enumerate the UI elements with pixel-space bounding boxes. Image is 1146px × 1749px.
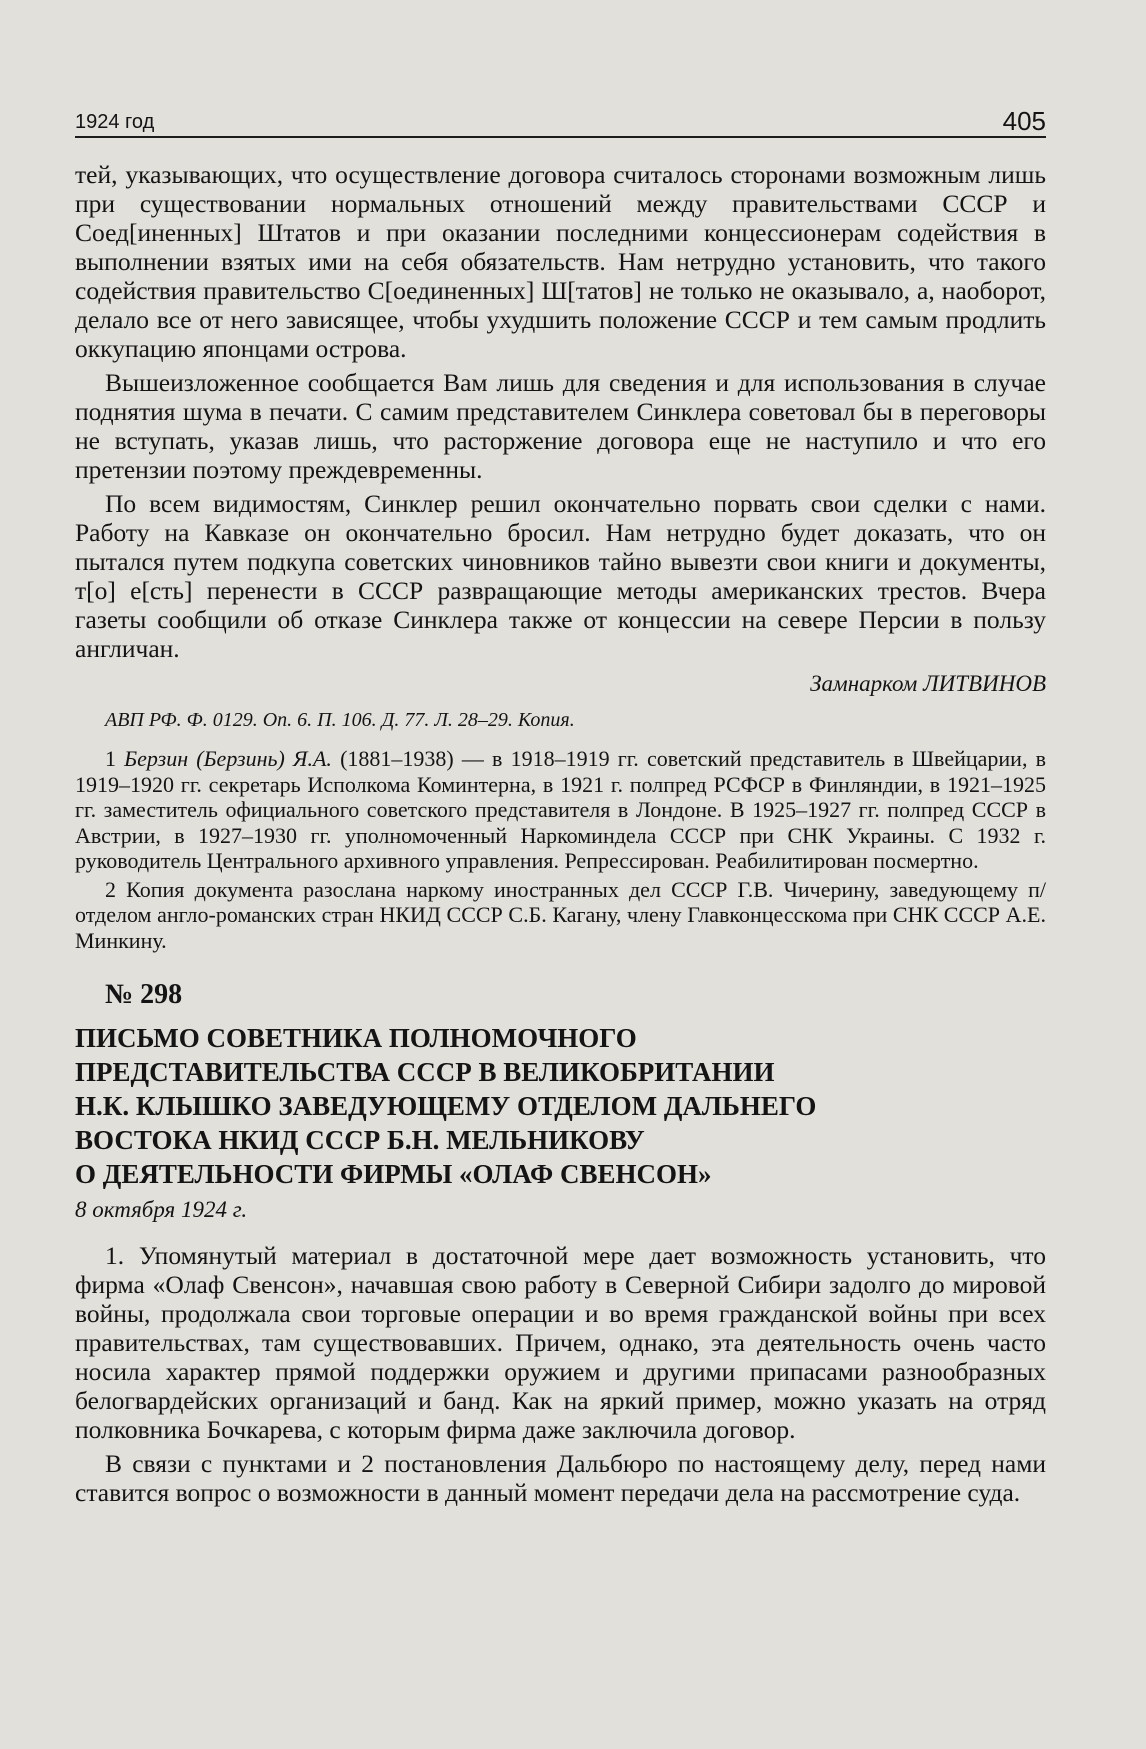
paragraph: В связи с пунктами и 2 постановления Дальбюро по настоящему делу, перед нами ставится вопрос о возможности в данный момент передачи дела на рассмотрение суда.: [75, 1449, 1046, 1507]
document-body: [75, 1241, 1046, 1507]
page-content: [75, 160, 1046, 1512]
letter-continuation: [75, 160, 1046, 663]
document-date: 8 октября 1924 г.: [75, 1197, 248, 1222]
title-line: ПРЕДСТАВИТЕЛЬСТВА СССР В ВЕЛИКОБРИТАНИИ: [75, 1057, 775, 1087]
paragraph: Вышеизложенное сообщается Вам лишь для сведения и для использования в случае поднятия шума в печати. С самим представителем Синклера советовал бы в переговоры не вступать, указав лишь, что расторжение договора еще не наступило и что его претензии поэтому преждевременны.: [75, 368, 1046, 484]
footnote-mark: 2: [105, 876, 116, 902]
footnotes: [75, 746, 1046, 953]
footnote-person: Берзин (Берзинь) Я.А.: [124, 746, 332, 771]
footnote: [75, 746, 1046, 874]
document-number: № 298: [105, 979, 183, 1010]
signature: Замнарком ЛИТВИНОВ: [810, 671, 1046, 696]
title-line: О ДЕЯТЕЛЬНОСТИ ФИРМЫ «ОЛАФ СВЕНСОН»: [75, 1159, 712, 1189]
title-line: ПИСЬМО СОВЕТНИКА ПОЛНОМОЧНОГО: [75, 1023, 637, 1053]
title-line: Н.К. КЛЫШКО ЗАВЕДУЮЩЕМУ ОТДЕЛОМ ДАЛЬНЕГО: [75, 1091, 817, 1121]
footnote-text: Копия документа разослана наркому иностранных дел СССР Г.В. Чичерину, заведующему п/отделом англо-романских стран НКИД СССР С.Б. Кагану, члену Главконцесскома при СНК СССР А.Е. Минкину.: [75, 876, 1046, 953]
document-title: [75, 1021, 1046, 1191]
footnote-text: (1881–1938) — в 1918–1919 гг. советский представитель в Швейцарии, в 1919–1920 гг. секретарь Исполкома Коминтерна, в 1921 г. полпред РСФСР в Финляндии, в 1921–1925 гг. заместитель официального советского представителя в Лондоне. В 1925–1927 гг. полпред СССР в Австрии, в 1927–1930 гг. уполномоченный Наркоминдела СССР при СНК Украины. С 1932 г. руководитель Центрального архивного управления. Репрессирован. Реабилитирован посмертно.: [75, 746, 1046, 873]
footnote: [75, 877, 1046, 954]
paragraph: 1. Упомянутый материал в достаточной мере дает возможность установить, что фирма «Олаф Свенсон», начавшая свою работу в Северной Сибири задолго до мировой войны, продолжала свои торговые операции и во время гражданской войны при всех правительствах, там существовавших. Причем, однако, эта деятельность очень часто носила характер прямой поддержки оружием и другими припасами разнообразных белогвардейских организаций и банд. Как на яркий пример, можно указать на отряд полковника Бочкарева, с которым фирма даже заключила договор.: [75, 1241, 1046, 1444]
header-year: 1924 год: [75, 111, 155, 133]
paragraph: тей, указывающих, что осуществление договора считалось сторонами возможным лишь при существовании нормальных отношений между правительствами СССР и Соед[иненных] Штатов и при оказании последними концессионерам содействия в выполнении взятых ими на себя обязательств. Нам нетрудно установить, что такого содействия правительство С[оединенных] Ш[татов] не только не оказывало, а, наоборот, делало все от него зависящее, чтобы ухудшить положение СССР и тем самым продлить оккупацию японцами острова.: [75, 160, 1046, 363]
running-header: [75, 108, 1046, 138]
paragraph: По всем видимостям, Синклер решил окончательно порвать свои сделки с нами. Работу на Кавказе он окончательно бросил. Нам нетрудно будет доказать, что он пытался путем подкупа советских чиновников тайно вывезти свои книги и документы, т[о] е[сть] перенести в СССР развращающие методы американских трестов. Вчера газеты сообщили об отказе Синклера также от концессии на севере Персии в пользу англичан.: [75, 489, 1046, 663]
title-line: ВОСТОКА НКИД СССР Б.Н. МЕЛЬНИКОВУ: [75, 1125, 645, 1155]
page-number: 405: [1002, 106, 1046, 136]
archive-source: АВП РФ. Ф. 0129. Оп. 6. П. 106. Д. 77. Л. 28–29. Копия.: [105, 709, 575, 731]
footnote-mark: 1: [105, 746, 116, 771]
